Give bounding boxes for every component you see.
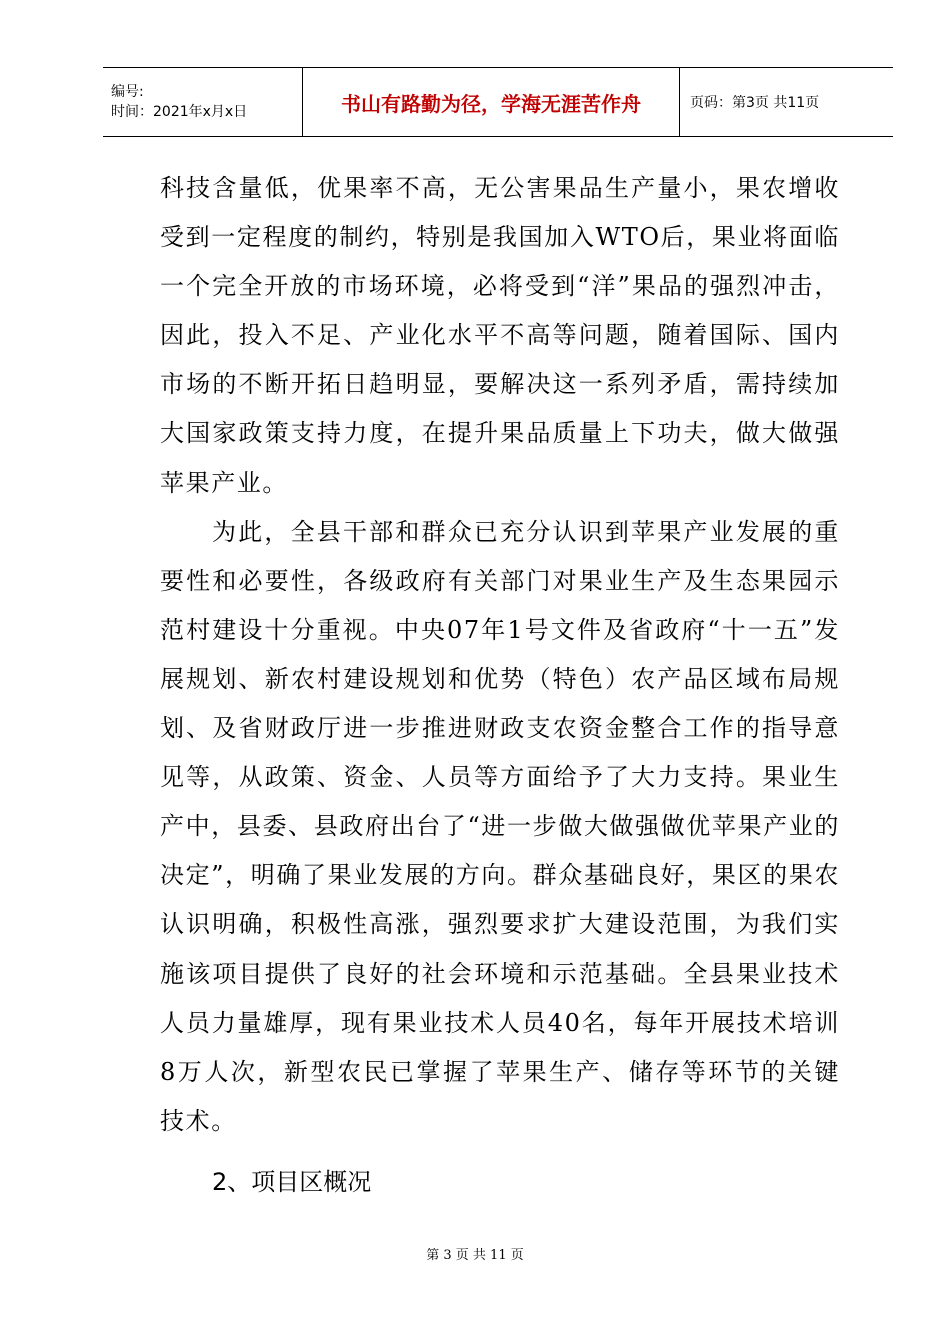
paragraph-1: 科技含量低，优果率不高，无公害果品生产量小，果农增收受到一定程度的制约，特别是我国加入WTO后，果业将面临一个完全开放的市场环境，必将受到“洋”果品的强烈冲击，因此，投入不足、产业化水平不高等问题，随着国际、国内市场的不断开拓日趋明显，要解决这一系列矛盾，需持续加大国家政策支持力度，在提升果品质量上下功夫，做大做强苹果产业。	[160, 174, 840, 497]
paragraph-2: 为此，全县干部和群众已充分认识到苹果产业发展的重要性和必要性，各级政府有关部门对果业生产及生态果园示范村建设十分重视。中央07年1号文件及省政府“十一五”发展规划、新农村建设规划和优势（特色）农产品区域布局规划、及省财政厅进一步推进财政支农资金整合工作的指导意见等，从政策、资金、人员等方面给予了大力支持。果业生产中，县委、县政府出台了“进一步做大做强做优苹果产业的决定”，明确了果业发展的方向。群众基础良好，果区的果农认识明确，积极性高涨，强烈要求扩大建设范围，为我们实施该项目提供了良好的社会环境和示范基础。全县果业技术人员力量雄厚，现有果业技术人员40名，每年开展技术培训8万人次，新型农民已掌握了苹果生产、储存等环节的关键技术。	[160, 517, 840, 1135]
header-motto	[303, 68, 680, 136]
document-body	[160, 164, 840, 1146]
header-meta	[103, 68, 303, 136]
section-heading: 2、项目区概况	[212, 1168, 372, 1196]
motto-text: 书山有路勤为径，学海无涯苦作舟	[341, 91, 641, 116]
page-footer: 第 3 页 共 11 页	[426, 1248, 524, 1263]
header-page-info	[680, 68, 893, 136]
document-time: 时间：2021年x月x日	[111, 104, 248, 120]
page-header	[103, 67, 893, 137]
document-number-label: 编号:	[111, 84, 144, 100]
page-info-text: 页码：第3页 共11页	[690, 95, 820, 111]
